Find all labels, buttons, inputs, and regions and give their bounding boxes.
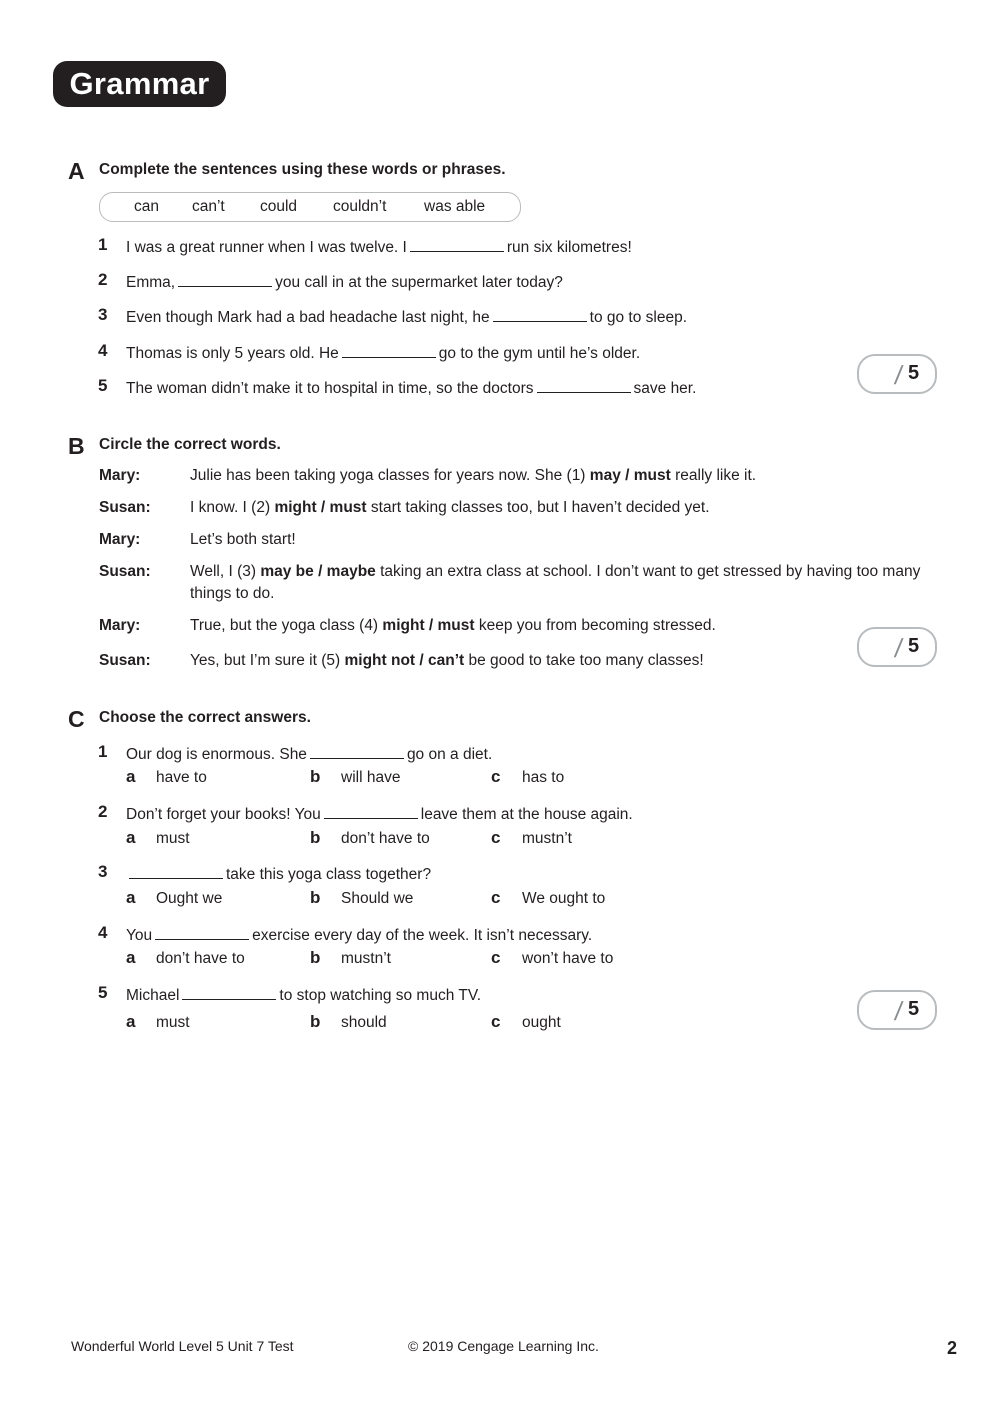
answer-blank[interactable] [537, 378, 631, 393]
slash-mark: / [892, 360, 905, 390]
section-a-sentence: Thomas is only 5 years old. He go to the gym until he’s older. [126, 345, 641, 362]
section-b-letter: B [68, 433, 85, 459]
option-letter[interactable]: c [491, 828, 501, 847]
option-text[interactable]: ought [522, 1014, 561, 1031]
item-number: 4 [98, 341, 108, 360]
option-text[interactable]: should [341, 1014, 387, 1031]
option-letter[interactable]: b [310, 1012, 321, 1031]
section-c-instruction: Choose the correct answers. [99, 709, 311, 726]
speaker-name: Mary: [99, 531, 141, 548]
option-letter[interactable]: a [126, 767, 136, 786]
speaker-name: Mary: [99, 467, 141, 484]
dialog-line: Let’s both start! [190, 531, 296, 548]
question-text: Don’t forget your books! You leave them at the house again. [126, 806, 633, 823]
option-text[interactable]: don’t have to [156, 950, 245, 967]
section-a-item [98, 235, 107, 255]
option-text[interactable]: must [156, 1014, 190, 1031]
option-text[interactable]: won’t have to [522, 950, 614, 967]
score-box[interactable] [857, 990, 937, 1030]
option-letter[interactable]: b [310, 767, 321, 786]
section-a-item [98, 305, 107, 325]
answer-blank[interactable] [129, 864, 223, 879]
option-letter[interactable]: b [310, 828, 321, 847]
word-choice[interactable]: might not / can’t [344, 652, 465, 669]
dialog-line: Yes, but I’m sure it (5) might not / can’t be good to take too many classes! [190, 652, 704, 669]
page-number: 2 [947, 1338, 958, 1358]
word-choice[interactable]: might / must [382, 617, 475, 634]
section-a-sentence: Even though Mark had a bad headache last night, he to go to sleep. [126, 309, 688, 326]
question-text: take this yoga class together? [126, 864, 431, 884]
answer-blank[interactable] [182, 985, 276, 1000]
word-option: couldn’t [333, 198, 387, 215]
question-number: 2 [98, 802, 108, 821]
option-text[interactable]: Should we [341, 890, 414, 907]
item-number: 1 [98, 235, 108, 254]
question-number: 1 [98, 742, 108, 761]
answer-blank[interactable] [310, 744, 404, 759]
section-a-instruction: Complete the sentences using these words or phrases. [99, 161, 506, 178]
score-box[interactable] [857, 627, 937, 667]
question-text: Our dog is enormous. She go on a diet. [126, 746, 493, 763]
option-letter[interactable]: c [491, 1012, 501, 1031]
option-text[interactable]: must [156, 830, 190, 847]
question-number: 5 [98, 983, 108, 1002]
question-text: Michael to stop watching so much TV. [126, 987, 482, 1004]
word-option: can’t [192, 198, 225, 215]
word-option: can [134, 198, 159, 215]
section-a-sentence: Emma, you call in at the supermarket later today? [126, 274, 563, 291]
answer-blank[interactable] [155, 925, 249, 940]
section-a-sentence: I was a great runner when I was twelve. I run six kilometres! [126, 239, 632, 256]
slash-mark: / [892, 633, 905, 663]
answer-blank[interactable] [178, 272, 272, 287]
option-letter[interactable]: b [310, 948, 321, 967]
dialog-line: I know. I (2) might / must start taking classes too, but I haven’t decided yet. [190, 499, 710, 516]
speaker-name: Susan: [99, 652, 151, 669]
option-letter[interactable]: a [126, 828, 136, 847]
answer-blank[interactable] [342, 343, 436, 358]
option-letter[interactable]: a [126, 888, 136, 907]
section-a-sentence: The woman didn’t make it to hospital in time, so the doctors save her. [126, 380, 697, 397]
section-a-item [98, 376, 107, 396]
answer-blank[interactable] [324, 804, 418, 819]
item-number: 2 [98, 270, 108, 289]
question-number: 4 [98, 923, 108, 942]
option-letter[interactable]: b [310, 888, 321, 907]
word-choice[interactable]: might / must [274, 499, 367, 516]
question-text: You exercise every day of the week. It isn’t necessary. [126, 927, 593, 944]
slash-mark: / [892, 996, 905, 1026]
item-number: 3 [98, 305, 108, 324]
score-total: 5 [908, 362, 920, 384]
option-text[interactable]: have to [156, 769, 207, 786]
dialog-line: Julie has been taking yoga classes for years now. She (1) may / must really like it. [190, 467, 757, 484]
option-text[interactable]: mustn’t [522, 830, 572, 847]
question-number: 3 [98, 862, 108, 881]
section-a-letter: A [68, 158, 85, 184]
option-letter[interactable]: a [126, 1012, 136, 1031]
option-text[interactable]: Ought we [156, 890, 223, 907]
footer-book-title: Wonderful World Level 5 Unit 7 Test [71, 1338, 294, 1354]
speaker-name: Susan: [99, 563, 151, 580]
item-number: 5 [98, 376, 108, 395]
score-total: 5 [908, 635, 920, 657]
word-box [99, 192, 521, 222]
option-letter[interactable]: c [491, 948, 501, 967]
option-text[interactable]: has to [522, 769, 565, 786]
footer-copyright: © 2019 Cengage Learning Inc. [408, 1338, 599, 1354]
option-text[interactable]: don’t have to [341, 830, 430, 847]
word-choice[interactable]: may / must [589, 467, 671, 484]
score-total: 5 [908, 998, 920, 1020]
score-box[interactable] [857, 354, 937, 394]
dialog-line: Well, I (3) may be / maybe taking an extra class at school. I don’t want to get stressed by having too many things to do. [190, 563, 921, 602]
option-letter[interactable]: c [491, 888, 501, 907]
section-a-item [98, 341, 107, 361]
section-c-letter: C [68, 706, 85, 732]
answer-blank[interactable] [493, 307, 587, 322]
option-letter[interactable]: a [126, 948, 136, 967]
answer-blank[interactable] [410, 237, 504, 252]
word-option: was able [424, 198, 486, 215]
word-choice[interactable]: may be / maybe [260, 563, 376, 580]
dialog-line: True, but the yoga class (4) might / must keep you from becoming stressed. [190, 617, 716, 634]
page-title: Grammar [53, 61, 226, 107]
speaker-name: Mary: [99, 617, 141, 634]
speaker-name: Susan: [99, 499, 151, 516]
word-option: could [260, 198, 298, 215]
option-text[interactable]: mustn’t [341, 950, 391, 967]
option-text[interactable]: We ought to [522, 890, 606, 907]
section-a-item [98, 270, 107, 290]
option-letter[interactable]: c [491, 767, 501, 786]
section-b-instruction: Circle the correct words. [99, 436, 281, 453]
option-text[interactable]: will have [341, 769, 401, 786]
